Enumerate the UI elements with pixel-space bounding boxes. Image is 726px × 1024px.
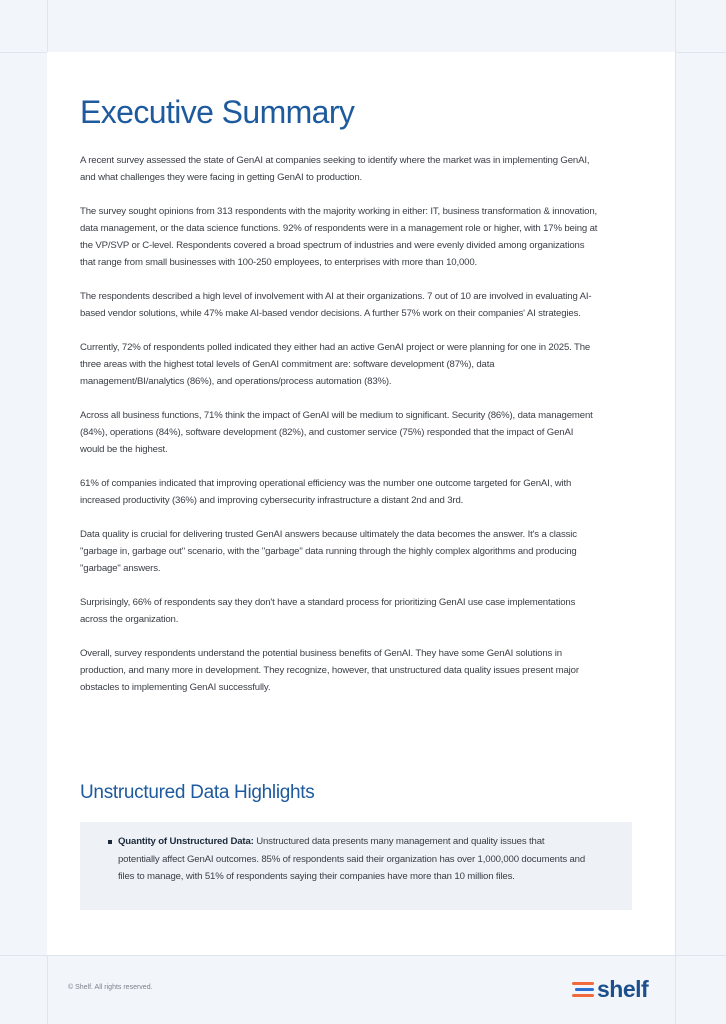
- guide-bottom: [0, 955, 726, 956]
- document-page: [47, 52, 675, 955]
- highlight-bullet: [118, 833, 588, 886]
- guide-right: [675, 0, 676, 1024]
- paragraph: Surprisingly, 66% of respondents say they don't have a standard process for prioritizing GenAI use case implementations across the organization.: [80, 597, 576, 625]
- paragraph: A recent survey assessed the state of GenAI at companies seeking to identify where the market was in implementing GenAI, and what challenges they were facing in getting GenAI to production.: [80, 155, 590, 183]
- summary-paragraphs: [80, 152, 600, 696]
- page-title: Executive Summary: [80, 94, 355, 130]
- bullet-label: Quantity of Unstructured Data:: [118, 836, 254, 847]
- summary-content: [80, 88, 600, 713]
- highlights-box: [80, 822, 632, 910]
- paragraph: Data quality is crucial for delivering trusted GenAI answers because ultimately the data becomes the answer. It's a classic "garbage in, garbage out" scenario, with the "garbage" data running through the highly complex algorithms and producing "garbage" answers.: [80, 529, 577, 574]
- bullet-text: Unstructured data presents many management and quality issues that potentially affect GenAI outcomes. 85% of respondents said their organization has over 1,000,000 documents and files to manage, with 51% of respondents saying their companies have more than 10 million files.: [118, 836, 586, 882]
- paragraph: 61% of companies indicated that improving operational efficiency was the number one outcome targeted for GenAI, with increased productivity (36%) and improving cybersecurity infrastructure a distant 2nd and 3rd.: [80, 478, 572, 506]
- bullet-icon: [108, 840, 112, 844]
- copyright-notice: © Shelf. All rights reserved.: [68, 984, 153, 991]
- shelf-logo: [572, 976, 648, 1002]
- logo-text: shelf: [597, 975, 649, 1002]
- shelf-logo-icon: [572, 979, 594, 999]
- section-heading: Unstructured Data Highlights: [80, 782, 315, 803]
- paragraph: Across all business functions, 71% think the impact of GenAI will be medium to significant. Security (86%), data management (84%), operations (84%), software development (82%), and customer service (75%) responded that the impact of GenAI would be the highest.: [80, 410, 593, 455]
- paragraph: The respondents described a high level of involvement with AI at their organizations. 7 out of 10 are involved in evaluating AI-based vendor solutions, while 47% make AI-based vendor decisions. A further 57% work on their companies' AI strategies.: [80, 291, 592, 319]
- paragraph: The survey sought opinions from 313 respondents with the majority working in either: IT, business transformation & innovation, data management, or the data science functions. 92% of respondents were in a management role or higher, with 17% being at the VP/SVP or C-level. Respondents covered a broad spectrum of industries and were evenly divided among organizations that range from small businesses with 100-250 employees, to enterprises with more than 10,000.: [80, 206, 598, 268]
- paragraph: Overall, survey respondents understand the potential business benefits of GenAI. They have some GenAI solutions in production, and many more in development. They recognize, however, that unstructured data quality issues present major obstacles to implementing GenAI successfully.: [80, 648, 579, 693]
- paragraph: Currently, 72% of respondents polled indicated they either had an active GenAI project or were planning for one in 2025. The three areas with the highest total levels of GenAI commitment are: software development (87%), data management/BI/analytics (86%), and operations/process automation (83%).: [80, 342, 591, 387]
